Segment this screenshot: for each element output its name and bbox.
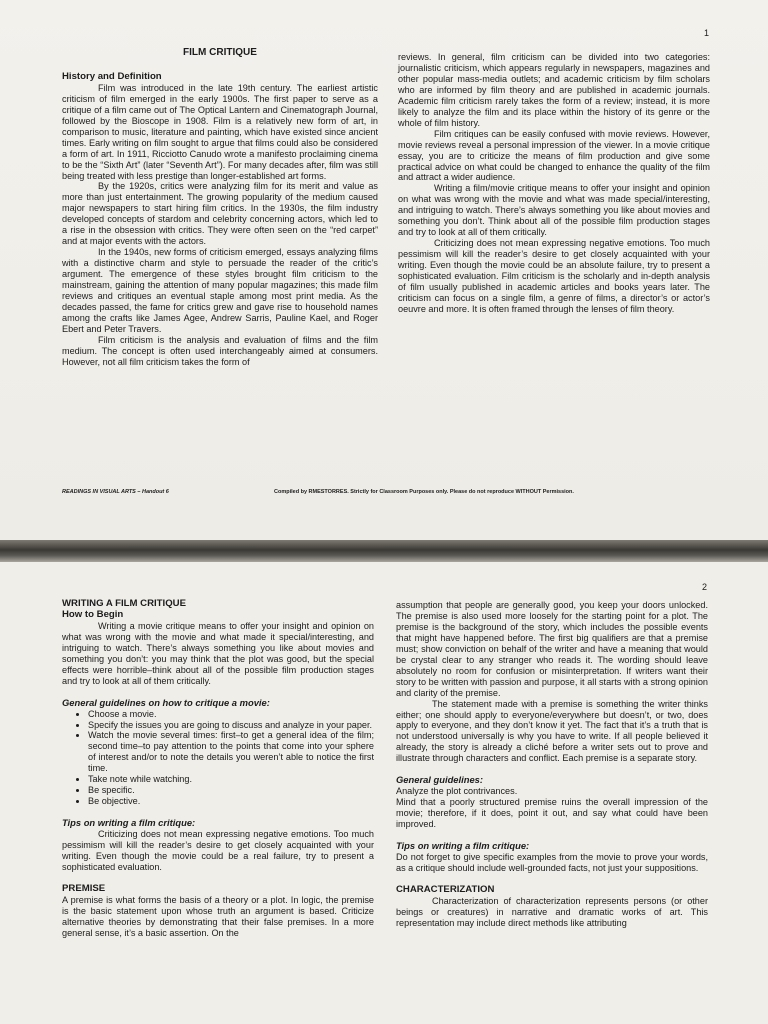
page-number: 2 — [702, 582, 708, 592]
page-two — [0, 562, 768, 1024]
list-item: • Be specific. — [88, 785, 374, 796]
paragraph: By the 1920s, critics were analyzing film for its merit and value as more than just entertainment. The growing popularity of the medium caused major newspapers to start hiring film critics. In the 1930s, the film industry developed concepts of stardom and celebrity concerning actors, which led to a rise in the obsession with critics. They were often seen on the “red carpet” and at major events with the actors. — [62, 181, 378, 247]
guideline-line: Analyze the plot contrivances. — [396, 786, 518, 797]
paragraph: assumption that people are generally good, you keep your doors unlocked. The premise is also used more loosely for the starting point for a plot. The premise is the background of the story, which includes the possible events that might have happened before. The first big qualifiers are that a premise must; show conviction on behalf of the writer and have a meaning that would be crystal clear to any stranger who reads it. The wording should leave absolutely no room for confusion or misinterpretation. If writers want their story to be written with passion and purpose, it all starts with a strong opinion and clarity of the premise. — [396, 600, 708, 698]
general-guidelines-heading: General guidelines: — [396, 774, 484, 786]
subsection-heading: How to Begin — [62, 608, 124, 620]
list-item: • Specify the issues you are going to discuss and analyze in your paper. — [88, 720, 374, 731]
footer-credits: Compiled by RMESTORRES. Strictly for Classroom Purposes only. Please do not reproduce WITHOUT Permission. — [274, 489, 574, 495]
right-column — [396, 600, 708, 929]
section-heading: WRITING A FILM CRITIQUE — [62, 598, 186, 609]
section-heading: History and Definition — [62, 70, 162, 82]
paragraph: A premise is what forms the basis of a theory or a plot. In logic, the premise is the basic statement upon whose truth an argument is based. Criticize alternative theories by demonstrating that their false premises. In a more general sense, it’s a basic assertion. On the — [62, 894, 374, 938]
paragraph: Do not forget to give specific examples from the movie to prove your words, as a critique should include well-grounded facts, not just your suppositions. — [396, 852, 708, 873]
paragraph: Writing a film/movie critique means to offer your insight and opinion on what was wrong with the movie and what was made special/interesting, and intriguing to watch. There’s always something you like about movies and something you don’t. Think about all of the possible film production stages and try to look at all of them critically. — [398, 183, 710, 238]
tips-heading: Tips on writing a film critique: — [396, 840, 530, 852]
paragraph: In the 1940s, new forms of criticism emerged, essays analyzing films with a distinctive charm and style to persuade the reader of the critic’s argument. The emergence of these styles brought film criticism to the mainstream, gaining the attention of many popular magazines; this made film reviews and critiques an eventual staple among most print media. As the decades passed, the fame for critics grew and gave rise to household names among the crafts like James Agee, Andrew Sarris, Pauline Kael, and Roger Ebert and Peter Travers. — [62, 247, 378, 334]
list-item: • Be objective. — [88, 796, 374, 807]
paragraph: The statement made with a premise is something the writer thinks either; one should apply to everyone/everywhere but doesn’t, or two, does apply to everyone, and they don’t know it yet. The fact that it’s a truth that is not understood universally is why you have to write. If all people believed it already, the story is already a cliché before a writer sets out to prove and illustrate through characters and conflict. Each premise is a separate story. — [396, 698, 708, 764]
list-item: • Watch the movie several times: first–to get a general idea of the film; second time–to pay attention to the points that come into your sphere of interest and/or to note the details you weren’t able to notice the first time. — [88, 730, 374, 774]
left-column — [62, 599, 374, 939]
list-item: • Take note while watching. — [88, 774, 374, 785]
list-item: • Choose a movie. — [88, 709, 374, 720]
tips-heading: Tips on writing a film critique: — [62, 817, 196, 829]
right-column — [398, 52, 710, 315]
paragraph: Criticizing does not mean expressing negative emotions. Too much pessimism will kill the reader’s desire to get closely acquainted with your writing. Even though the movie could be a real failure, try to present a sophisticated evaluation. — [62, 829, 374, 872]
document-title: FILM CRITIQUE — [183, 47, 257, 58]
paragraph: Film was introduced in the late 19th century. The earliest artistic criticism of film emerged in the early 1900s. The first paper to serve as a critique of a film came out of The Optical Lantern and Cinematograph Journal, followed by the Bioscope in 1908. Film is a relatively new form of art, in comparison to music, literature and painting, which have existed since ancient times. Early writing on film sought to argue that films could also be considered a form of art. In 1911, Ricciotto Canudo wrote a manifesto proclaiming cinema to be the “Sixth Art” (later “Seventh Art”). For many decades after, film was still being treated with less prestige than longer-established art forms. — [62, 82, 378, 181]
page-gap — [0, 540, 768, 562]
paragraph: Film criticism is the analysis and evaluation of films and the film medium. The concept is often used interchangeably aimed at consumers. However, not all film criticism takes the form of — [62, 334, 378, 367]
page-number: 1 — [704, 28, 710, 38]
guidelines-heading: General guidelines on how to critique a movie: — [62, 696, 270, 708]
left-column — [62, 48, 378, 368]
characterization-heading: CHARACTERIZATION — [396, 883, 495, 895]
paragraph: Criticizing does not mean expressing negative emotions. Too much pessimism will kill the reader’s desire to get closely acquainted with your writing. Even though the movie could be an absolute failure, try to present a sophisticated evaluation. Film criticism is the scholarly and in-depth analysis of film usually published in academic articles and books years later. The criticism can focus on a single film, a genre of films, a director’s or actor’s oeuvre and more. It is often framed through the lenses of film theory. — [398, 238, 710, 314]
guidelines-list — [62, 709, 374, 808]
paragraph: Writing a movie critique means to offer your insight and opinion on what was wrong with the movie and what made it special/interesting, and intriguing to watch. There’s always something you like about movies and something you don’t: you may think that the plot was good, but the special effects were horrible–think about all of the possible film production stages and try to look at all of them critically. — [62, 620, 374, 686]
premise-heading: PREMISE — [62, 882, 106, 894]
guideline-line: Mind that a poorly structured premise ruins the overall impression of the movie; therefore, if it does, point it out, and say what could have been improved. — [396, 797, 708, 830]
paragraph: Film critiques can be easily confused with movie reviews. However, movie reviews reveal a personal impression of the viewer. In a movie critique essay, you are to criticize the means of film production and give some practical advice on what could be changed to enhance the quality of the film and attract a wider audience. — [398, 128, 710, 183]
paragraph: reviews. In general, film criticism can be divided into two categories: journalistic criticism, which appears regularly in newspapers, magazines and other popular mass-media outlets; and academic criticism by film scholars who are informed by film theory and are published in academic journals. Academic film criticism rarely takes the form of a review; instead, it is more likely to analyze the film and its place within the history of its genre or the whole of film history. — [398, 52, 710, 128]
paragraph: Characterization of characterization represents persons (or other beings or creatures) in narrative and dramatic works of art. This representation may include direct methods like attributing — [396, 895, 708, 928]
footer-course: READINGS IN VISUAL ARTS – Handout 6 — [62, 489, 169, 495]
